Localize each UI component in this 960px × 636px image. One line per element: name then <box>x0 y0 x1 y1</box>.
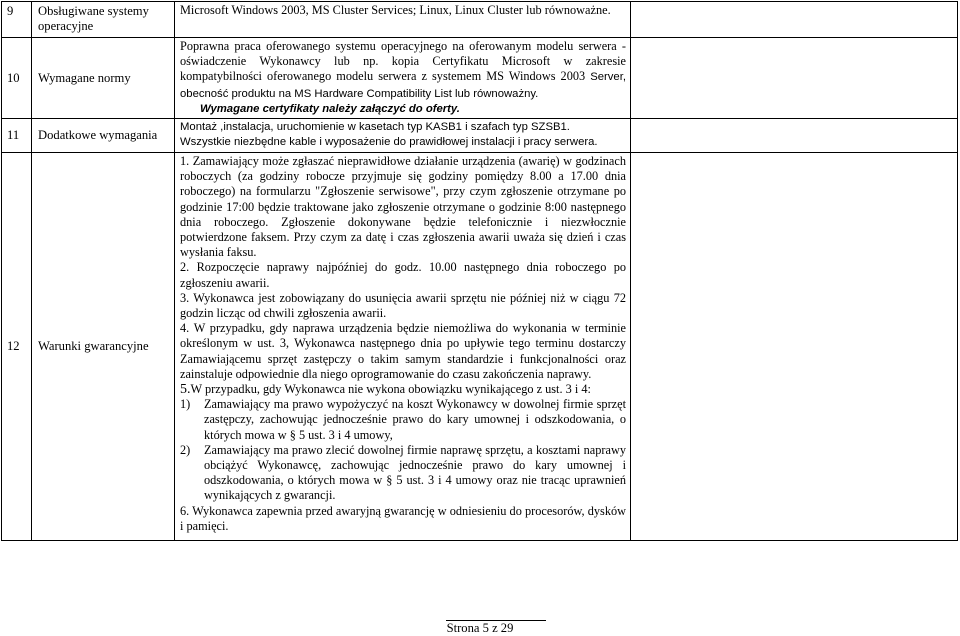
table-row <box>2 38 958 119</box>
row-label: Wymagane normy <box>32 38 175 119</box>
row-label: Dodatkowe wymagania <box>32 119 175 153</box>
row-label: Obsługiwane systemy operacyjne <box>32 2 175 38</box>
row-description <box>175 2 631 38</box>
empty-cell <box>631 119 958 153</box>
clause-number: 5. <box>180 382 191 398</box>
table-row <box>2 2 958 38</box>
text-segment: Poprawna praca oferowanego systemu operacyjnego na oferowanym modelu serwera -oświadczenie Wykonawcy lub np. kopia Certyfikatu Microsoft w zakresie kompatybilności oferowanego modelu serwera z systemem MS Windows 2003 <box>180 39 626 84</box>
description-text <box>180 39 626 102</box>
row-label: Warunki gwarancyjne <box>32 153 175 541</box>
warranty-clause-5 <box>180 382 626 397</box>
clause-5-list <box>180 397 626 503</box>
warranty-clause-4: 4. W przypadku, gdy naprawa urządzenia będzie niemożliwa do wykonania w terminie określonym w ust. 3, Wykonawca następnego dnia po upływie tego terminu dostarczy Zamawiającemu sprzęt zastępczy o takim samym standardzie i funkcjonalności oraz zainstaluje odpowiednie dla niego oprogramowanie do czasu zakończenia naprawy. <box>180 321 626 381</box>
row-number: 12 <box>2 153 32 541</box>
requirements-table <box>1 1 958 541</box>
row-number: 10 <box>2 38 32 119</box>
description-text: Wszystkie niezbędne kable i wyposażenie do prawidłowej instalacji i pracy serwera. <box>180 136 598 149</box>
row-number: 9 <box>2 2 32 38</box>
list-text: Zamawiający ma prawo zlecić dowolnej firmie naprawę sprzętu, a kosztami naprawy obciążyć Wykonawcę, zachowując jednocześnie prawo do kary umownej i odszkodowania, o których mowa w § 5 ust. 3 i 4 umowy oraz nie tracąc uprawnień wynikających z gwarancji. <box>204 442 626 503</box>
warranty-clause-3: 3. Wykonawca jest zobowiązany do usunięcia awarii sprzętu nie później niż w ciągu 72 godzin licząc od chwili zgłoszenia awarii. <box>180 290 626 321</box>
table-row <box>2 153 958 541</box>
description-text: Montaż ,instalacja, uruchomienie w kasetach typ KASB1 i szafach typ SZSB1. <box>180 121 570 134</box>
description-text: Microsoft Windows 2003, MS Cluster Services; Linux, Linux Cluster lub równoważne. <box>180 3 611 17</box>
empty-cell <box>631 2 958 38</box>
row-number: 11 <box>2 119 32 153</box>
list-marker: 1) <box>180 397 191 412</box>
page-footer: Strona 5 z 29 <box>446 621 514 635</box>
empty-cell <box>631 153 958 541</box>
list-text: Zamawiający ma prawo wypożyczyć na koszt Wykonawcy w dowolnej firmie sprzęt zastępczy, zachowując jednocześnie prawo do kary umownej i odszkodowania, o których mowa w § 5 ust. 3 i 4 umowy, <box>204 397 626 442</box>
row-description <box>175 119 631 153</box>
row-description <box>175 38 631 119</box>
table-row <box>2 119 958 153</box>
certificate-note: Wymagane certyfikaty należy załączyć do oferty. <box>200 102 460 115</box>
list-item <box>180 397 626 443</box>
text-segment: W przypadku, gdy Wykonawca nie wykona obowiązku wynikającego z ust. 3 i 4: <box>190 382 591 397</box>
list-marker: 2) <box>180 442 191 457</box>
warranty-clause-6: 6. Wykonawca zapewnia przed awaryjną gwarancję w odniesieniu do procesorów, dysków i pamięci. <box>180 503 626 533</box>
warranty-clause-2: 2. Rozpoczęcie naprawy najpóźniej do godz. 10.00 następnego dnia roboczego po zgłoszeniu awarii. <box>180 260 626 290</box>
empty-cell <box>631 38 958 119</box>
list-item <box>180 443 626 504</box>
text-segment: Server, obecność produktu na MS Hardware Compatibility List lub równoważny. <box>180 71 626 100</box>
warranty-clause-1: 1. Zamawiający może zgłaszać nieprawidłowe działanie urządzenia (awarię) w godzinach roboczych (za godziny robocze przyjmuje się godziny pomiędzy 8.00 a 17.00 dnia roboczego) na formularzu "Zgłoszenie serwisowe", przy czym zgłoszenie otrzymane po godzinie 17:00 będzie traktowane jako zgłoszenie otrzymane o godzinie 8:00 następnego dnia roboczego. Zgłoszenie dokonywane będzie telefonicznie i niezwłocznie potwierdzone faksem. Przy czym za datę i czas zgłoszenia awarii uważa się dzień i czas wysłania faksu. <box>180 154 626 260</box>
row-description <box>175 153 631 541</box>
